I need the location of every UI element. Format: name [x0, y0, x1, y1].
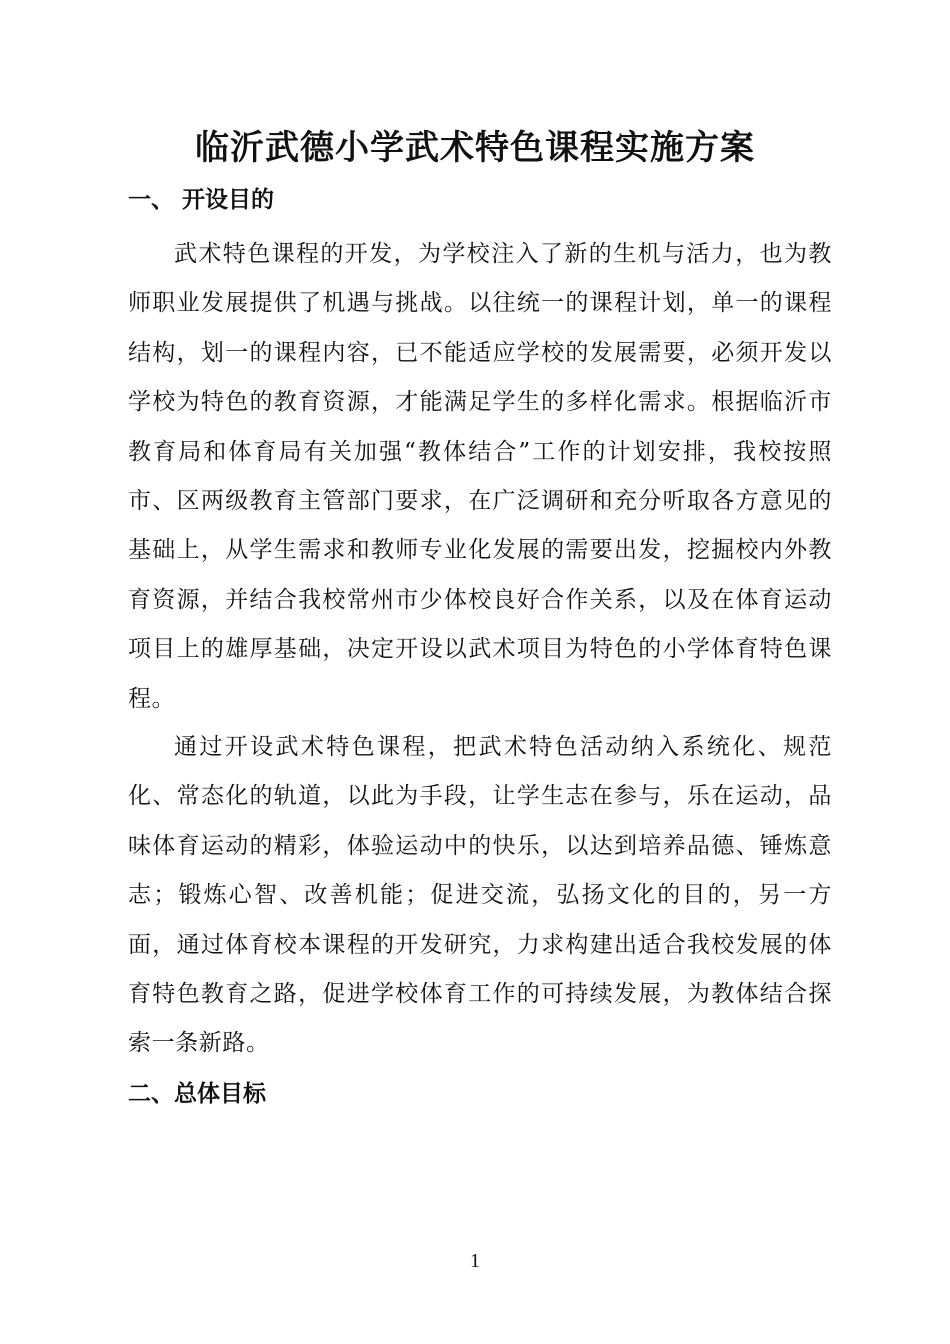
paragraph-purpose-1: 武术特色课程的开发，为学校注入了新的生机与活力，也为教师职业发展提供了机遇与挑战。以往统一的课程计划，单一的课程结构，划一的课程内容，已不能适应学校的发展需要，必须开发以学校为特色的教育资源，才能满足学生的多样化需求。根据临沂市教育局和体育局有关加强“教体结合”工作的计划安排，我校按照市、区两级教育主管部门要求，在广泛调研和充分听取各方意见的基础上，从学生需求和教师专业化发展的需要出发，挖掘校内外教育资源，并结合我校常州市少体校良好合作关系，以及在体育运动项目上的雄厚基础，决定开设以武术项目为特色的小学体育特色课程。 [128, 241, 832, 712]
document-title: 临沂武德小学武术特色课程实施方案 [195, 128, 755, 168]
section-heading-overall-goals: 二、总体目标 [128, 1081, 266, 1107]
section-heading-purpose: 一、 开设目的 [128, 187, 275, 213]
page-number: 1 [470, 1250, 480, 1272]
paragraph-purpose-2: 通过开设武术特色课程，把武术特色活动纳入系统化、规范化、常态化的轨道，以此为手段，让学生志在参与，乐在运动，品味体育运动的精彩，体验运动中的快乐，以达到培养品德、锤炼意志；锻炼心智、改善机能；促进交流，弘扬文化的目的，另一方面，通过体育校本课程的开发研究，力求构建出适合我校发展的体育特色教育之路，促进学校体育工作的可持续发展，为教体结合探索一条新路。 [128, 734, 832, 1057]
